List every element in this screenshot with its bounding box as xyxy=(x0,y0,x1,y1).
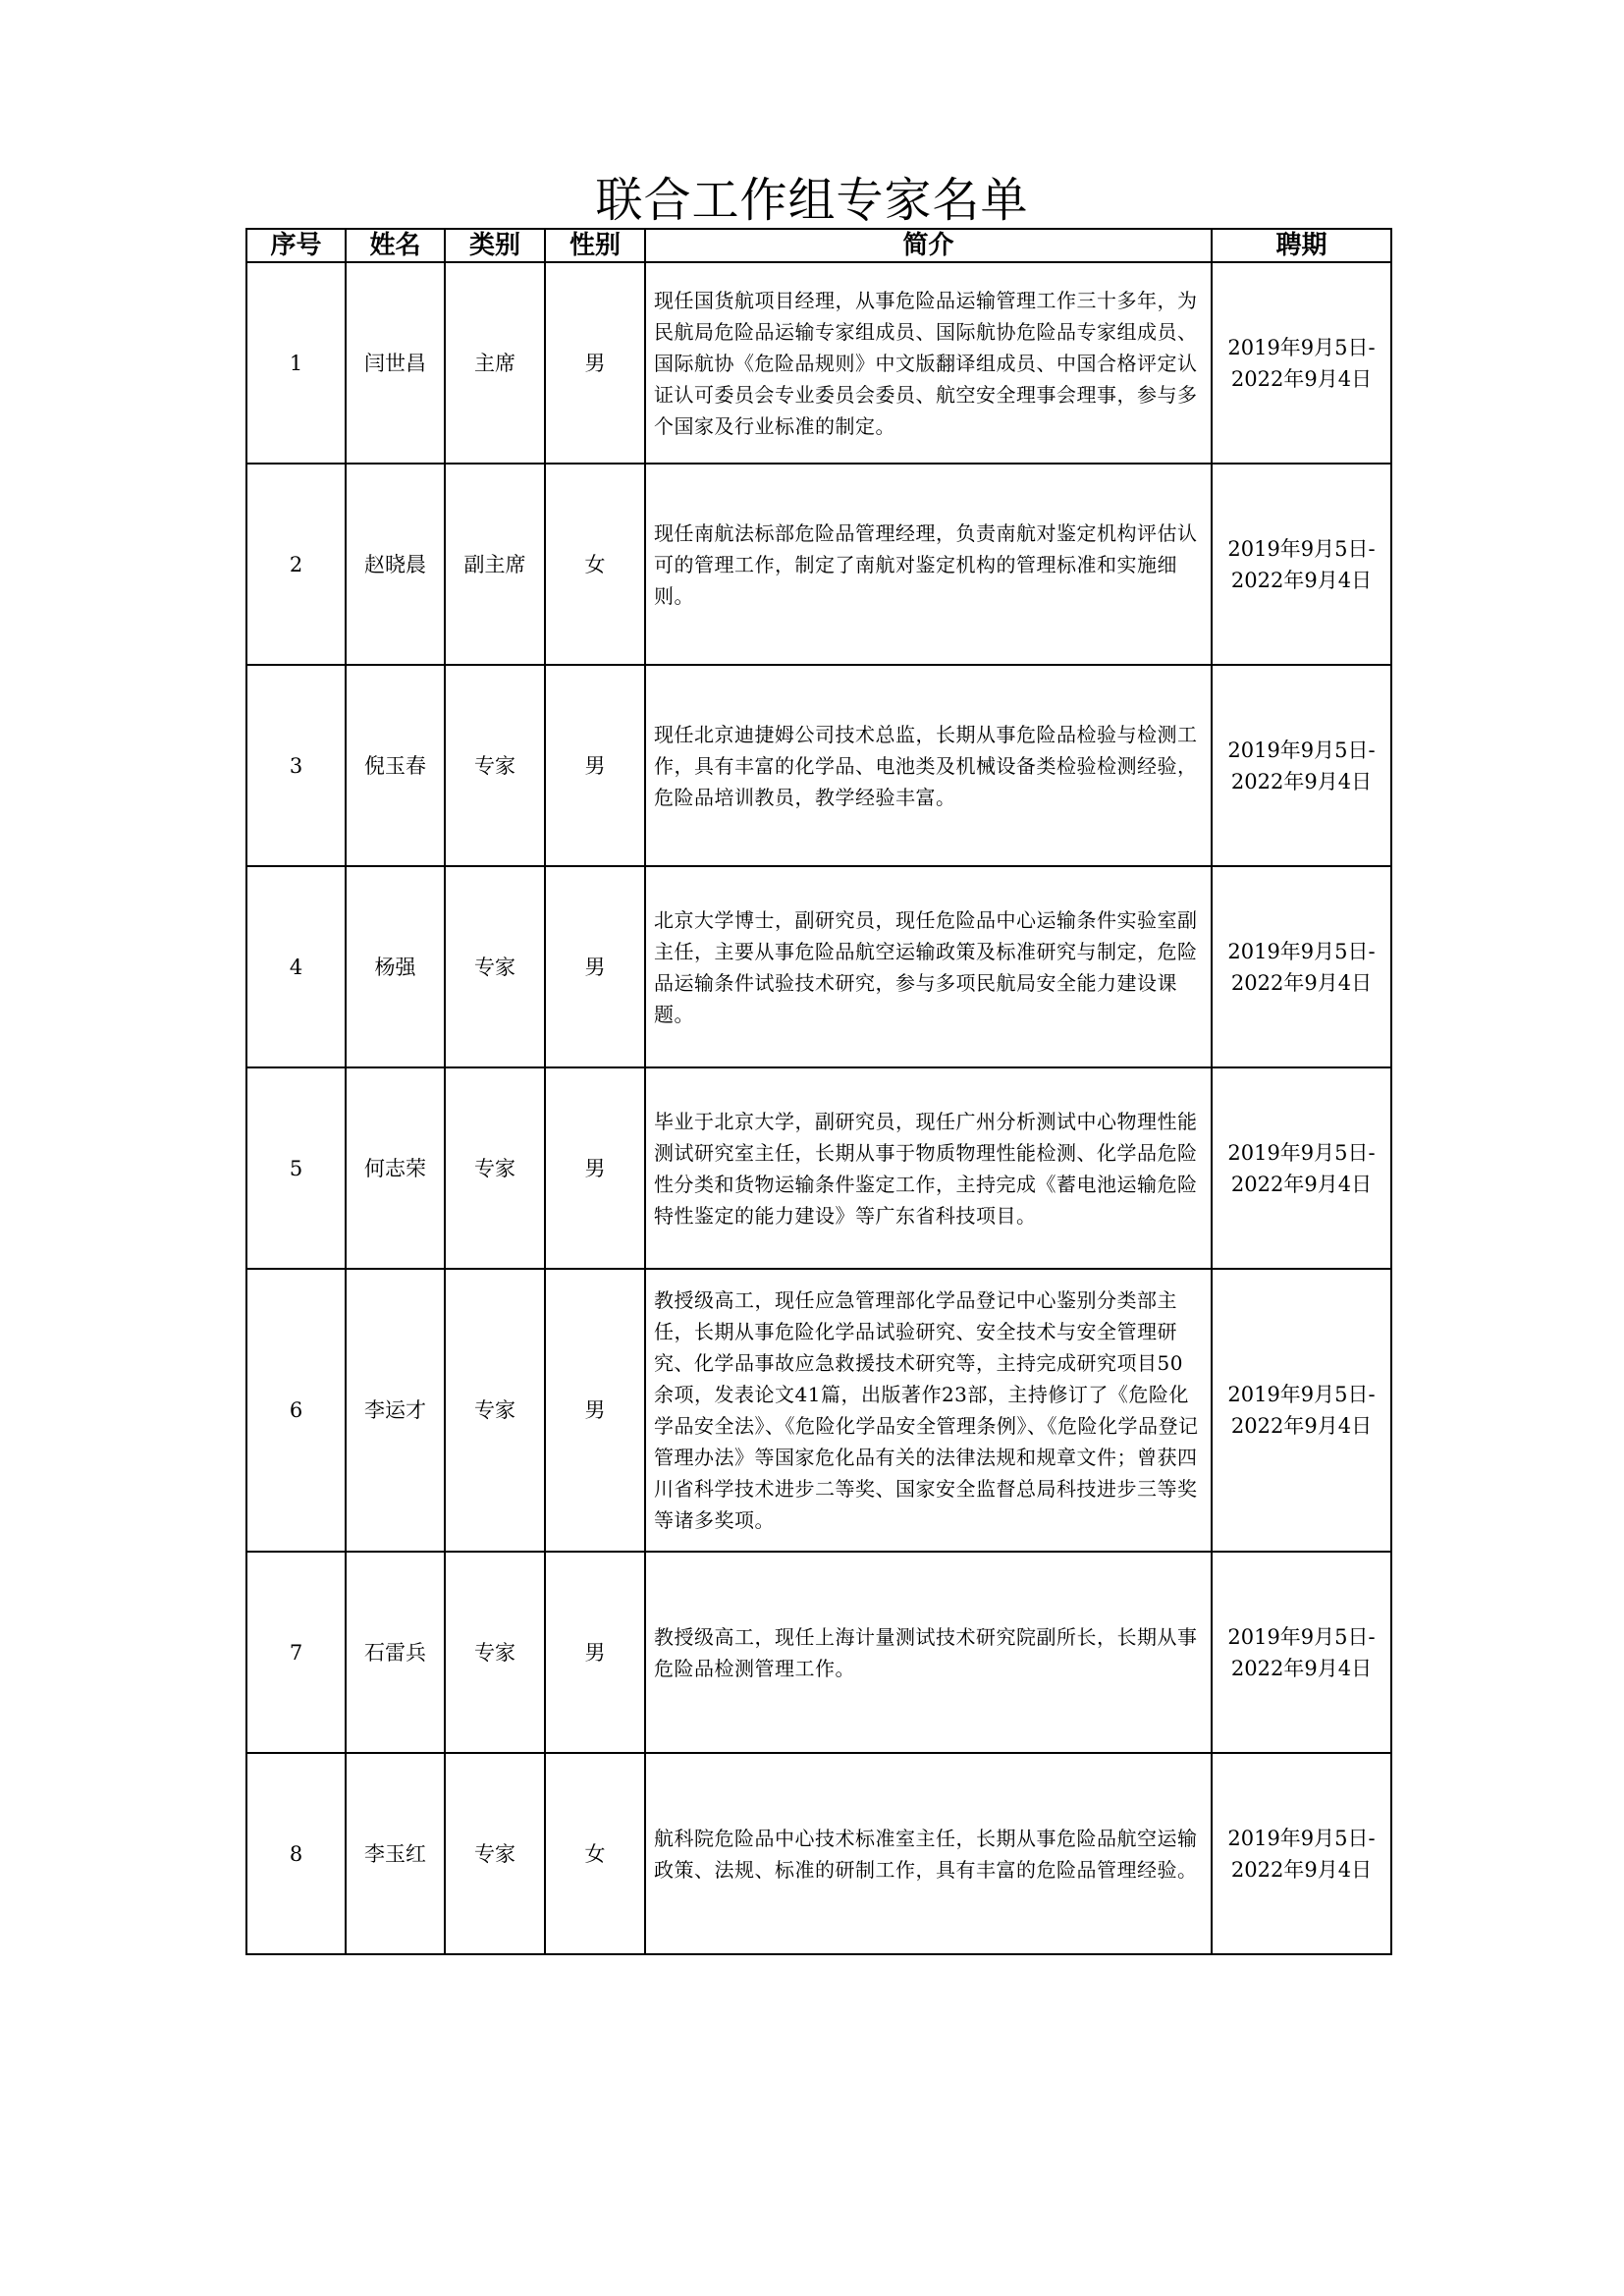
cell-category: 主席 xyxy=(445,262,545,464)
term-end: 2022年9月4日 xyxy=(1230,366,1373,391)
cell-category: 专家 xyxy=(445,1067,545,1269)
cell-term xyxy=(1212,1552,1391,1753)
cell-category: 专家 xyxy=(445,1552,545,1753)
cell-category: 副主席 xyxy=(445,464,545,665)
cell-gender: 男 xyxy=(545,665,645,866)
cell-term xyxy=(1212,464,1391,665)
cell-term xyxy=(1212,1753,1391,1954)
cell-name: 何志荣 xyxy=(346,1067,445,1269)
cell-gender: 女 xyxy=(545,464,645,665)
table-header-row xyxy=(246,229,1391,262)
term-end: 2022年9月4日 xyxy=(1230,1172,1373,1196)
table-row xyxy=(246,1552,1391,1753)
table-row xyxy=(246,665,1391,866)
cell-gender: 男 xyxy=(545,1552,645,1753)
cell-gender: 男 xyxy=(545,262,645,464)
cell-intro: 现任南航法标部危险品管理经理，负责南航对鉴定机构评估认可的管理工作，制定了南航对鉴定机构的管理标准和实施细则。 xyxy=(645,464,1212,665)
cell-name: 石雷兵 xyxy=(346,1552,445,1753)
cell-index: 6 xyxy=(246,1269,346,1552)
header-gender: 性别 xyxy=(545,229,645,262)
cell-intro: 毕业于北京大学，副研究员，现任广州分析测试中心物理性能测试研究室主任，长期从事于物质物理性能检测、化学品危险性分类和货物运输条件鉴定工作，主持完成《蓄电池运输危险特性鉴定的能力建设》等广东省科技项目。 xyxy=(645,1067,1212,1269)
table-row xyxy=(246,866,1391,1067)
cell-intro: 航科院危险品中心技术标准室主任，长期从事危险品航空运输政策、法规、标准的研制工作，具有丰富的危险品管理经验。 xyxy=(645,1753,1212,1954)
cell-intro: 北京大学博士，副研究员，现任危险品中心运输条件实验室副主任，主要从事危险品航空运输政策及标准研究与制定，危险品运输条件试验技术研究，参与多项民航局安全能力建设课题。 xyxy=(645,866,1212,1067)
cell-intro: 现任国货航项目经理，从事危险品运输管理工作三十多年，为民航局危险品运输专家组成员、国际航协危险品专家组成员、国际航协《危险品规则》中文版翻译组成员、中国合格评定认证认可委员会专业委员会委员、航空安全理事会理事，参与多个国家及行业标准的制定。 xyxy=(645,262,1212,464)
term-end: 2022年9月4日 xyxy=(1230,1857,1373,1882)
term-start: 2019年9月5日- xyxy=(1227,335,1376,359)
cell-category: 专家 xyxy=(445,866,545,1067)
term-start: 2019年9月5日- xyxy=(1227,1826,1376,1850)
header-name: 姓名 xyxy=(346,229,445,262)
cell-index: 4 xyxy=(246,866,346,1067)
table-row xyxy=(246,1067,1391,1269)
term-start: 2019年9月5日- xyxy=(1227,536,1376,561)
cell-index: 3 xyxy=(246,665,346,866)
cell-intro: 教授级高工，现任上海计量测试技术研究院副所长，长期从事危险品检测管理工作。 xyxy=(645,1552,1212,1753)
term-start: 2019年9月5日- xyxy=(1227,1624,1376,1649)
term-end: 2022年9月4日 xyxy=(1230,568,1373,592)
cell-gender: 男 xyxy=(545,866,645,1067)
term-start: 2019年9月5日- xyxy=(1227,738,1376,762)
header-category: 类别 xyxy=(445,229,545,262)
cell-name: 倪玉春 xyxy=(346,665,445,866)
cell-category: 专家 xyxy=(445,1269,545,1552)
header-index: 序号 xyxy=(246,229,346,262)
term-end: 2022年9月4日 xyxy=(1230,769,1373,793)
cell-name: 杨强 xyxy=(346,866,445,1067)
cell-category: 专家 xyxy=(445,665,545,866)
term-end: 2022年9月4日 xyxy=(1230,1656,1373,1680)
term-start: 2019年9月5日- xyxy=(1227,1140,1376,1165)
header-intro: 简介 xyxy=(645,229,1212,262)
cell-gender: 女 xyxy=(545,1753,645,1954)
table-row xyxy=(246,464,1391,665)
cell-term xyxy=(1212,866,1391,1067)
cell-name: 赵晓晨 xyxy=(346,464,445,665)
cell-index: 7 xyxy=(246,1552,346,1753)
cell-index: 5 xyxy=(246,1067,346,1269)
cell-index: 1 xyxy=(246,262,346,464)
cell-index: 8 xyxy=(246,1753,346,1954)
cell-term xyxy=(1212,665,1391,866)
term-start: 2019年9月5日- xyxy=(1227,1383,1376,1406)
cell-term xyxy=(1212,262,1391,464)
cell-gender: 男 xyxy=(545,1067,645,1269)
cell-term xyxy=(1212,1269,1391,1552)
cell-name: 闫世昌 xyxy=(346,262,445,464)
cell-name: 李运才 xyxy=(346,1269,445,1552)
table-row xyxy=(246,262,1391,464)
cell-name: 李玉红 xyxy=(346,1753,445,1954)
cell-gender: 男 xyxy=(545,1269,645,1552)
header-term: 聘期 xyxy=(1212,229,1391,262)
cell-category: 专家 xyxy=(445,1753,545,1954)
term-start: 2019年9月5日- xyxy=(1227,939,1376,963)
term-end: 2022年9月4日 xyxy=(1230,970,1373,995)
cell-intro: 现任北京迪捷姆公司技术总监，长期从事危险品检验与检测工作，具有丰富的化学品、电池类及机械设备类检验检测经验，危险品培训教员，教学经验丰富。 xyxy=(645,665,1212,866)
page-title: 联合工作组专家名单 xyxy=(595,173,1029,228)
cell-intro: 教授级高工，现任应急管理部化学品登记中心鉴别分类部主任，长期从事危险化学品试验研究、安全技术与安全管理研究、化学品事故应急救援技术研究等，主持完成研究项目50余项，发表论文41篇，出版著作23部，主持修订了《危险化学品安全法》、《危险化学品安全管理条例》、《危险化学品登记管理办法》等国家危化品有关的法律法规和规章文件；曾获四川省科学技术进步二等奖、国家安全监督总局科技进步三等奖等诸多奖项。 xyxy=(645,1269,1212,1552)
experts-table xyxy=(245,228,1392,1955)
term-end: 2022年9月4日 xyxy=(1230,1414,1373,1438)
cell-term xyxy=(1212,1067,1391,1269)
table-row xyxy=(246,1269,1391,1552)
cell-index: 2 xyxy=(246,464,346,665)
table-row xyxy=(246,1753,1391,1954)
